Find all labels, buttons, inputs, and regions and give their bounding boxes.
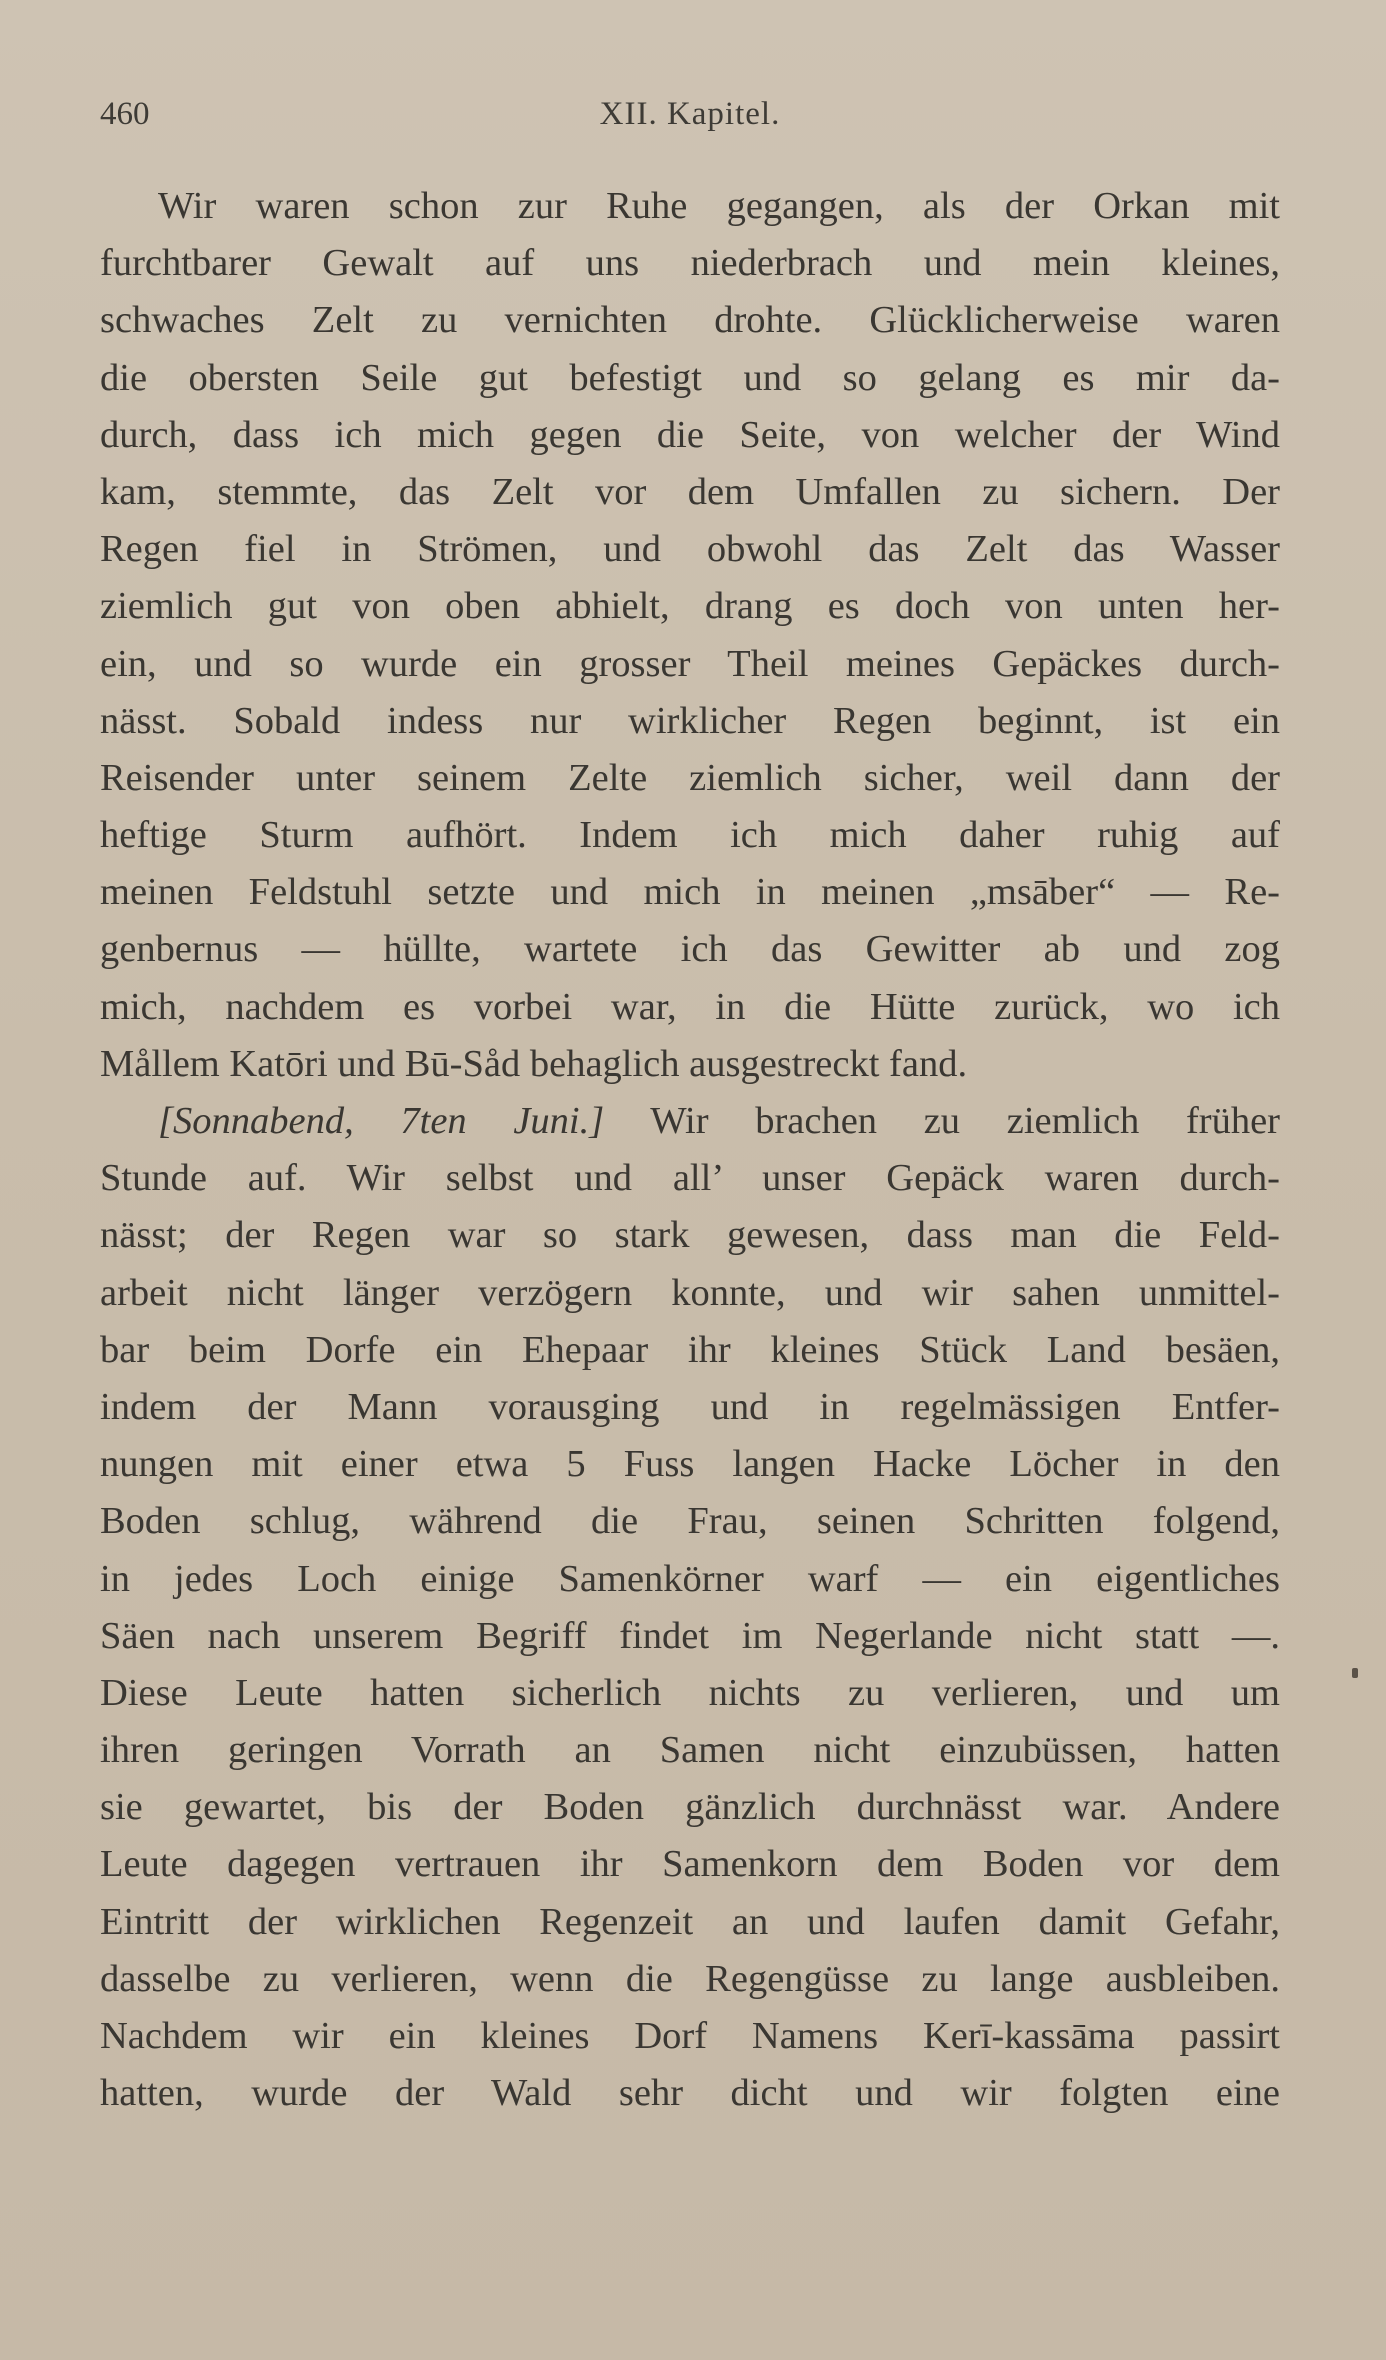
date-heading: [Sonnabend, 7ten Juni.] — [158, 1100, 605, 1142]
text-line: Säen nach unserem Begriff findet im Negerlande nicht statt —. — [100, 1614, 1280, 1657]
text-line: nungen mit einer etwa 5 Fuss langen Hacke Löcher in den — [100, 1443, 1280, 1486]
page-header — [100, 96, 1280, 146]
text-line: dasselbe zu verlieren, wenn die Regengüsse zu lange ausbleiben. — [100, 1957, 1280, 2000]
text-line: Reisender unter seinem Zelte ziemlich sicher, weil dann der — [100, 756, 1280, 799]
text-line: bar beim Dorfe ein Ehepaar ihr kleines Stück Land besäen, — [100, 1328, 1280, 1371]
text-line: Stunde auf. Wir selbst und all’ unser Gepäck waren durch- — [100, 1157, 1280, 1200]
text-line: nässt. Sobald indess nur wirklicher Regen beginnt, ist ein — [100, 699, 1280, 742]
text-line: nässt; der Regen war so stark gewesen, dass man die Feld- — [100, 1214, 1280, 1257]
paragraph-2 — [100, 1093, 1280, 2122]
text-line: Wir waren schon zur Ruhe gegangen, als der Orkan mit — [158, 185, 1280, 227]
text-line-first — [100, 1093, 1280, 1150]
text-line: ihren geringen Vorrath an Samen nicht einzubüssen, hatten — [100, 1729, 1280, 1772]
text-line: Diese Leute hatten sicherlich nichts zu verlieren, und um — [100, 1671, 1280, 1714]
text-line: Boden schlug, während die Frau, seinen Schritten folgend, — [100, 1500, 1280, 1543]
text-line: mich, nachdem es vorbei war, in die Hütte zurück, wo ich — [100, 985, 1280, 1028]
text-line: Nachdem wir ein kleines Dorf Namens Kerī-kassāma passirt — [100, 2015, 1280, 2057]
text-line: die obersten Seile gut befestigt und so gelang es mir da- — [100, 356, 1280, 399]
text-line: ziemlich gut von oben abhielt, drang es doch von unten her- — [100, 585, 1280, 628]
text-line: indem der Mann vorausging und in regelmässigen Entfer- — [100, 1385, 1280, 1428]
text-line: kam, stemmte, das Zelt vor dem Umfallen zu sichern. Der — [100, 470, 1280, 513]
text-line: Eintritt der wirklichen Regenzeit an und laufen damit Gefahr, — [100, 1900, 1280, 1943]
text-line: furchtbarer Gewalt auf uns niederbrach und mein kleines, — [100, 242, 1280, 285]
page-number: 460 — [100, 96, 150, 132]
text-line: sie gewartet, bis der Boden gänzlich durchnässt war. Andere — [100, 1786, 1280, 1829]
text-line-first-rest: Wir brachen zu ziemlich früher — [650, 1100, 1281, 1142]
text-line: Mållem Katōri und Bū-Såd behaglich ausgestreckt fand. — [100, 1042, 968, 1085]
paragraph-1 — [100, 178, 1280, 1093]
text-line: Leute dagegen vertrauen ihr Samenkorn dem Boden vor dem — [100, 1843, 1280, 1886]
margin-speck — [1352, 1668, 1358, 1678]
running-head: XII. Kapitel. — [599, 96, 781, 132]
text-line: meinen Feldstuhl setzte und mich in meinen „msāber“ — Re- — [100, 871, 1280, 914]
text-line: in jedes Loch einige Samenkörner warf — ein eigentliches — [100, 1557, 1280, 1600]
text-line: genbernus — hüllte, wartete ich das Gewitter ab und zog — [100, 928, 1280, 971]
text-line: arbeit nicht länger verzögern konnte, und wir sahen unmittel- — [100, 1271, 1280, 1314]
text-line: durch, dass ich mich gegen die Seite, von welcher der Wind — [100, 413, 1280, 456]
body-text — [100, 178, 1280, 2122]
text-line: schwaches Zelt zu vernichten drohte. Glücklicherweise waren — [100, 299, 1280, 342]
text-line: Regen fiel in Strömen, und obwohl das Zelt das Wasser — [100, 528, 1280, 571]
text-line: ein, und so wurde ein grosser Theil meines Gepäckes durch- — [100, 642, 1280, 685]
text-line: hatten, wurde der Wald sehr dicht und wir folgten eine — [100, 2072, 1280, 2115]
text-line: heftige Sturm aufhört. Indem ich mich daher ruhig auf — [100, 814, 1280, 857]
